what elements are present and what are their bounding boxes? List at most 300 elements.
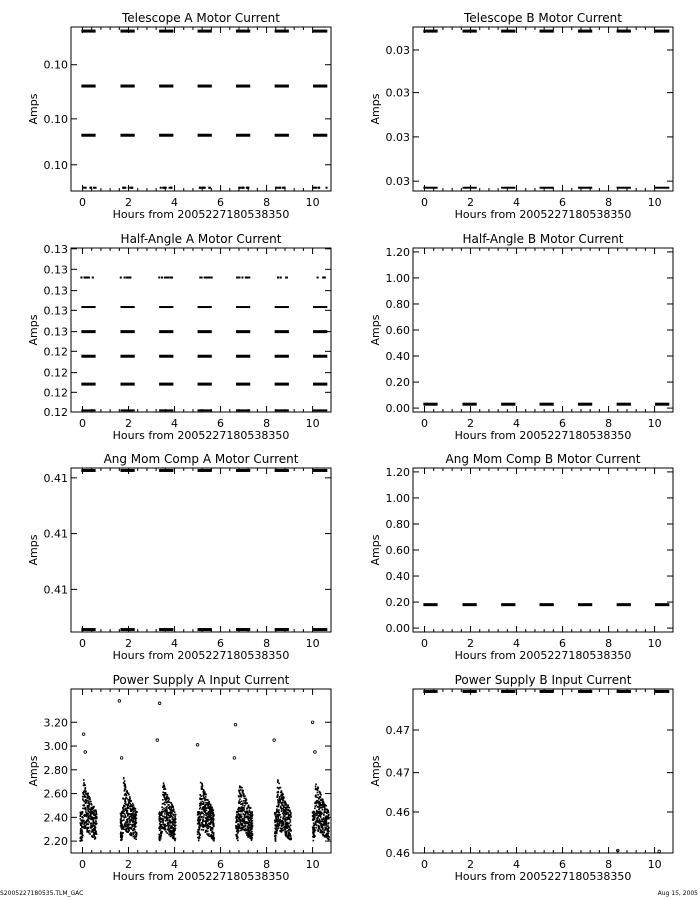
data-segment — [275, 383, 289, 386]
data-point — [208, 811, 210, 813]
chart-panel-3 — [27, 232, 331, 442]
y-tick-label: 0.00 — [385, 402, 410, 416]
data-point — [171, 826, 173, 828]
x-tick-label: 0 — [421, 637, 429, 650]
data-point — [239, 793, 241, 795]
data-point — [122, 187, 124, 189]
data-point — [286, 823, 288, 825]
data-point — [283, 827, 285, 829]
data-point — [90, 822, 92, 824]
data-point — [208, 819, 210, 821]
data-point — [212, 821, 214, 823]
data-segment — [313, 409, 327, 411]
data-point — [315, 822, 317, 824]
data-point — [317, 829, 319, 831]
data-point — [326, 808, 328, 810]
data-point — [135, 814, 137, 816]
chart-title: Power Supply A Input Current — [112, 673, 290, 687]
data-point — [202, 807, 204, 809]
data-point — [198, 831, 200, 833]
y-axis-label: Amps — [369, 534, 382, 566]
data-point — [83, 791, 85, 793]
data-point — [162, 803, 164, 805]
data-point — [128, 187, 130, 189]
data-point — [319, 807, 321, 809]
data-point — [288, 832, 290, 834]
data-point — [202, 820, 204, 822]
y-axis-label: Amps — [27, 755, 40, 787]
data-segment — [313, 469, 327, 472]
data-point — [161, 811, 163, 813]
data-point — [328, 822, 330, 824]
data-segment — [198, 330, 212, 333]
data-point — [237, 840, 239, 842]
outlier-point — [314, 751, 317, 754]
data-segment — [313, 134, 327, 137]
data-point — [245, 825, 247, 827]
data-point — [322, 802, 324, 804]
data-point — [208, 814, 210, 816]
data-point — [245, 798, 247, 800]
data-point — [89, 803, 91, 805]
x-tick-label: 10 — [305, 196, 320, 209]
data-point — [171, 804, 173, 806]
data-point — [162, 799, 164, 801]
data-point — [321, 819, 323, 821]
data-point — [128, 830, 130, 832]
data-point — [167, 797, 169, 799]
data-point — [199, 187, 201, 189]
data-point — [287, 830, 289, 832]
data-point — [327, 811, 329, 813]
data-point — [95, 831, 97, 833]
data-segment — [198, 85, 212, 88]
data-point — [203, 791, 205, 793]
data-point — [289, 818, 291, 820]
data-point — [245, 801, 247, 803]
data-point — [83, 782, 85, 784]
data-point — [172, 827, 174, 829]
data-point — [127, 806, 129, 808]
data-point — [249, 824, 251, 826]
data-segment — [423, 603, 437, 606]
data-point — [198, 817, 200, 819]
data-segment — [313, 330, 327, 333]
y-tick-label: 0.41 — [43, 583, 68, 597]
data-points — [80, 277, 327, 412]
data-point — [170, 802, 172, 804]
y-tick-label: 0.00 — [385, 622, 410, 636]
data-point — [210, 830, 212, 832]
data-point — [84, 825, 86, 827]
data-point — [328, 827, 330, 829]
data-point — [241, 824, 243, 826]
data-point — [324, 818, 326, 820]
data-point — [95, 813, 97, 815]
data-point — [203, 829, 205, 831]
data-point — [316, 824, 318, 826]
chart-title: Half-Angle A Motor Current — [120, 232, 282, 246]
data-point — [80, 814, 82, 816]
data-point — [130, 813, 132, 815]
data-point — [135, 822, 137, 824]
data-segment — [655, 690, 669, 693]
data-point — [201, 829, 203, 831]
data-segment — [236, 85, 250, 88]
data-point — [286, 806, 288, 808]
data-point — [241, 795, 243, 797]
chart-panel-6 — [369, 452, 673, 662]
data-point — [80, 823, 82, 825]
y-axis-label: Amps — [369, 93, 382, 125]
data-point — [124, 794, 126, 796]
data-point — [134, 831, 136, 833]
x-axis-label: Hours from 2005227180538350 — [112, 208, 290, 221]
data-point — [320, 816, 322, 818]
data-point — [275, 813, 277, 815]
data-point — [129, 833, 131, 835]
data-point — [93, 834, 95, 836]
outlier-point — [311, 721, 314, 724]
y-tick-label: 1.20 — [385, 245, 410, 259]
plot-frame — [413, 689, 673, 853]
data-point — [290, 835, 292, 837]
data-point — [168, 834, 170, 836]
data-point — [251, 815, 253, 817]
data-point — [127, 799, 129, 801]
data-points — [423, 690, 669, 853]
data-point — [88, 797, 90, 799]
data-point — [203, 816, 205, 818]
data-point — [290, 830, 292, 832]
data-point — [91, 804, 93, 806]
y-tick-label: 0.47 — [385, 766, 410, 780]
data-point — [128, 801, 130, 803]
x-tick-label: 2 — [125, 196, 133, 209]
x-tick-label: 4 — [171, 196, 179, 209]
data-point — [235, 834, 237, 836]
plot-frame — [413, 27, 673, 191]
data-point — [288, 829, 290, 831]
data-segment — [501, 403, 515, 406]
data-point — [162, 816, 164, 818]
data-point — [158, 277, 160, 279]
data-point — [124, 780, 126, 782]
data-point — [170, 814, 172, 816]
data-point — [312, 833, 314, 835]
data-point — [122, 807, 124, 809]
data-segment — [81, 383, 95, 386]
data-point — [136, 833, 138, 835]
y-tick-label: 0.20 — [385, 596, 410, 610]
data-point — [203, 814, 205, 816]
data-point — [171, 812, 173, 814]
data-point — [89, 830, 91, 832]
data-segment — [159, 383, 173, 386]
y-tick-label: 0.12 — [43, 366, 68, 380]
data-point — [277, 799, 279, 801]
data-segment — [81, 85, 95, 88]
data-segment — [120, 30, 134, 33]
data-point — [95, 837, 97, 839]
data-point — [132, 820, 134, 822]
data-point — [89, 818, 91, 820]
outlier-point — [196, 744, 199, 747]
data-point — [315, 794, 317, 796]
x-tick-label: 10 — [647, 637, 662, 650]
x-axis-label: Hours from 2005227180538350 — [454, 429, 632, 442]
data-point — [206, 277, 208, 279]
data-point — [241, 277, 243, 279]
data-point — [313, 819, 315, 821]
data-point — [286, 809, 288, 811]
data-point — [165, 831, 167, 833]
data-point — [237, 836, 239, 838]
data-point — [319, 820, 321, 822]
x-tick-label: 2 — [125, 417, 133, 430]
data-point — [235, 825, 237, 827]
data-point — [279, 822, 281, 824]
outlier-point — [156, 739, 159, 742]
data-point — [313, 822, 315, 824]
data-point — [323, 817, 325, 819]
y-tick-label: 0.13 — [43, 284, 68, 298]
data-point — [323, 277, 325, 279]
data-segment — [198, 30, 212, 33]
data-point — [80, 820, 82, 822]
footer-filename: S2005227180535.TLM_GAC — [0, 890, 84, 897]
data-point — [89, 815, 91, 817]
data-point — [169, 187, 171, 189]
data-segment — [423, 403, 437, 406]
data-point — [123, 783, 125, 785]
data-point — [134, 826, 136, 828]
data-point — [125, 809, 127, 811]
data-point — [122, 812, 124, 814]
data-point — [211, 815, 213, 817]
data-point — [282, 818, 284, 820]
x-tick-label: 10 — [647, 858, 662, 871]
chart-title: Ang Mom Comp A Motor Current — [103, 452, 299, 466]
y-tick-label: 0.41 — [43, 527, 68, 541]
chart-panel-7 — [27, 673, 331, 883]
data-point — [158, 838, 160, 840]
data-point — [316, 804, 318, 806]
chart-title: Half-Angle B Motor Current — [462, 232, 624, 246]
data-point — [313, 827, 315, 829]
x-tick-label: 4 — [171, 637, 179, 650]
x-tick-label: 0 — [79, 858, 87, 871]
data-point — [289, 811, 291, 813]
y-tick-label: 0.41 — [43, 471, 68, 485]
data-point — [284, 827, 286, 829]
data-point — [238, 802, 240, 804]
data-point — [126, 812, 128, 814]
data-point — [251, 831, 253, 833]
y-tick-label: 0.10 — [43, 112, 68, 126]
data-point — [133, 828, 135, 830]
data-point — [170, 277, 172, 279]
data-segment — [462, 603, 476, 606]
data-point — [130, 832, 132, 834]
y-tick-label: 0.40 — [385, 350, 410, 364]
chart-title: Telescope A Motor Current — [122, 11, 280, 25]
data-point — [205, 807, 207, 809]
data-point — [79, 840, 81, 842]
data-point — [238, 800, 240, 802]
data-segment — [462, 403, 476, 406]
data-point — [212, 812, 214, 814]
data-point — [210, 808, 212, 810]
data-point — [171, 831, 173, 833]
chart-title: Ang Mom Comp B Motor Current — [445, 452, 641, 466]
data-point — [314, 817, 316, 819]
data-point — [212, 819, 214, 821]
data-point — [200, 782, 202, 784]
y-tick-label: 0.80 — [385, 517, 410, 531]
data-segment — [578, 403, 592, 406]
data-point — [277, 817, 279, 819]
data-segment — [120, 383, 134, 386]
data-point — [239, 826, 241, 828]
x-tick-label: 0 — [421, 196, 429, 209]
data-point — [90, 187, 92, 189]
data-point — [80, 277, 82, 279]
data-point — [274, 820, 276, 822]
data-point — [170, 836, 172, 838]
data-point — [316, 814, 318, 816]
data-point — [199, 797, 201, 799]
data-segment — [655, 603, 669, 606]
data-point — [169, 820, 171, 822]
data-segment — [501, 30, 515, 33]
data-point — [320, 799, 322, 801]
data-point — [287, 809, 289, 811]
data-point — [129, 796, 131, 798]
data-point — [163, 808, 165, 810]
data-point — [167, 829, 169, 831]
data-point — [197, 812, 199, 814]
data-point — [315, 827, 317, 829]
data-point — [237, 827, 239, 829]
data-point — [247, 187, 249, 189]
y-axis-label: Amps — [369, 755, 382, 787]
data-point — [169, 831, 171, 833]
data-segment — [236, 409, 250, 411]
data-point — [86, 828, 88, 830]
data-point — [317, 817, 319, 819]
data-point — [170, 834, 172, 836]
data-point — [239, 796, 241, 798]
y-tick-label: 2.40 — [43, 811, 68, 825]
data-point — [206, 804, 208, 806]
data-point — [80, 818, 82, 820]
data-point — [285, 811, 287, 813]
data-point — [238, 277, 240, 279]
x-axis-label: Hours from 2005227180538350 — [112, 870, 290, 883]
data-point — [276, 811, 278, 813]
data-point — [236, 277, 238, 279]
data-point — [317, 792, 319, 794]
data-point — [281, 797, 283, 799]
data-point — [174, 814, 176, 816]
data-point — [131, 805, 133, 807]
data-point — [134, 816, 136, 818]
data-point — [158, 834, 160, 836]
data-point — [80, 832, 82, 834]
data-point — [317, 789, 319, 791]
data-point — [162, 809, 164, 811]
y-axis-label: Amps — [27, 93, 40, 125]
data-point — [175, 838, 177, 840]
data-segment — [120, 330, 134, 333]
data-point — [289, 817, 291, 819]
data-point — [323, 806, 325, 808]
data-point — [249, 827, 251, 829]
data-point — [167, 277, 169, 279]
data-segment — [313, 355, 327, 358]
data-segment — [578, 187, 592, 189]
data-point — [90, 808, 92, 810]
data-point — [123, 777, 125, 779]
data-point — [209, 823, 211, 825]
data-point — [281, 795, 283, 797]
data-point — [159, 811, 161, 813]
data-point — [203, 796, 205, 798]
data-point — [276, 832, 278, 834]
data-point — [161, 831, 163, 833]
data-point — [238, 795, 240, 797]
data-point — [315, 802, 317, 804]
data-point — [132, 808, 134, 810]
data-point — [201, 803, 203, 805]
data-point — [205, 799, 207, 801]
data-point — [164, 828, 166, 830]
chart-panel-1 — [27, 11, 331, 221]
data-segment — [617, 690, 631, 693]
data-point — [213, 815, 215, 817]
data-point — [170, 808, 172, 810]
data-point — [159, 826, 161, 828]
data-point — [197, 833, 199, 835]
data-point — [206, 810, 208, 812]
data-point — [282, 830, 284, 832]
data-point — [135, 818, 137, 820]
data-point — [324, 808, 326, 810]
data-point — [238, 830, 240, 832]
data-point — [166, 806, 168, 808]
data-segment — [159, 330, 173, 333]
data-segment — [313, 383, 327, 386]
data-segment — [275, 134, 289, 137]
data-point — [203, 794, 205, 796]
data-point — [164, 786, 166, 788]
data-point — [315, 783, 317, 785]
data-point — [283, 807, 285, 809]
data-segment — [81, 330, 95, 333]
x-tick-label: 2 — [467, 858, 475, 871]
data-point — [206, 824, 208, 826]
data-point — [200, 814, 202, 816]
data-point — [242, 826, 244, 828]
data-point — [251, 837, 253, 839]
data-point — [89, 833, 91, 835]
data-point — [205, 830, 207, 832]
data-point — [173, 833, 175, 835]
data-point — [136, 811, 138, 813]
data-point — [277, 794, 279, 796]
data-segment — [275, 306, 289, 308]
